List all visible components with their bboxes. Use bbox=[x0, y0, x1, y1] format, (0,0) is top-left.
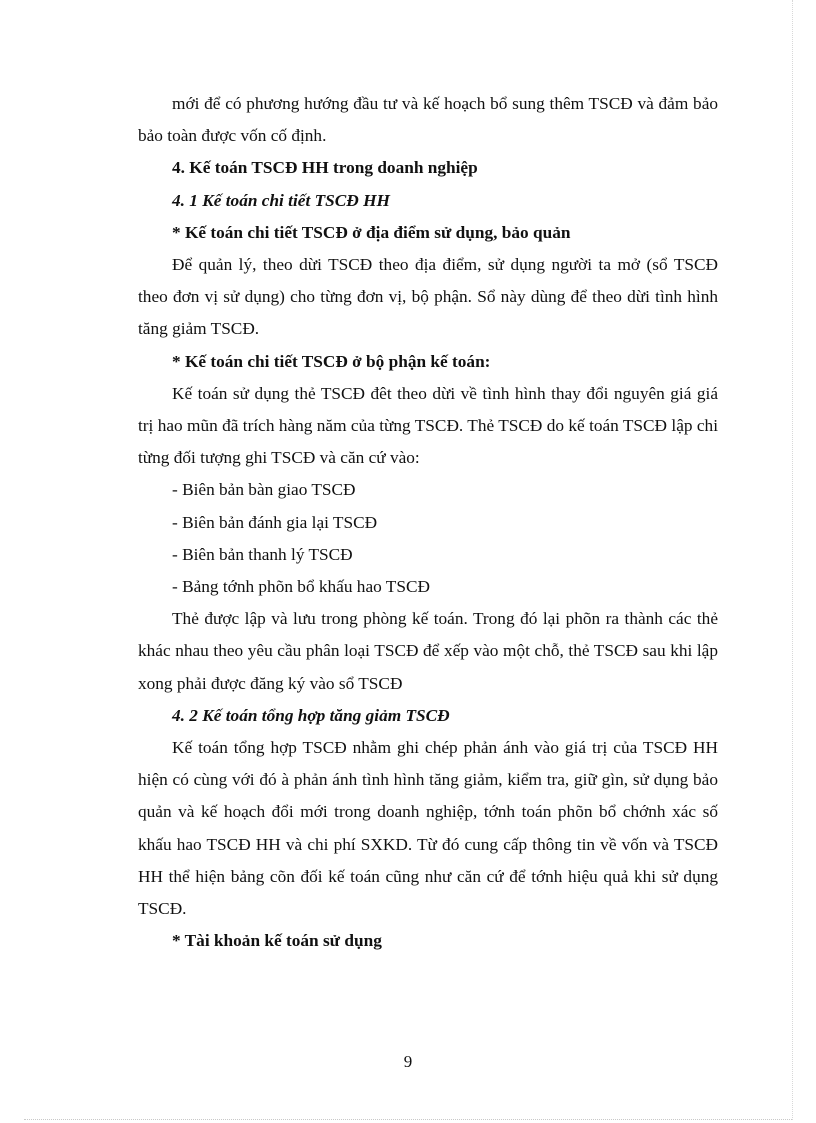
paragraph-location-accounting: Để quản lý, theo dừi TSCĐ theo địa điểm, sử dụng người ta mở (sổ TSCĐ theo đơn vị sử dụng) cho từng đơn vị, bộ phận. Sổ này dùng để theo dừi tình hình tăng giảm TSCĐ. bbox=[138, 255, 718, 339]
subheading-location-accounting: * Kế toán chi tiết TSCĐ ở địa điểm sử dụng, bảo quản bbox=[172, 222, 571, 242]
page-border-bottom bbox=[24, 1119, 792, 1120]
subheading-department-accounting: * Kế toán chi tiết TSCĐ ở bộ phận kế toán: bbox=[172, 351, 491, 371]
page-border-right bbox=[792, 0, 793, 1120]
page-number: 9 bbox=[403, 1052, 413, 1071]
list-item: - Biên bản đánh gia lại TSCĐ bbox=[172, 512, 378, 532]
subheading-accounts-used: * Tài khoản kế toán sử dụng bbox=[172, 931, 382, 951]
page-body bbox=[138, 88, 718, 957]
list-item: - Bảng tớnh phõn bổ khấu hao TSCĐ bbox=[172, 577, 430, 597]
paragraph-general-accounting: Kế toán tổng hợp TSCĐ nhằm ghi chép phản ánh vào giá trị của TSCĐ HH hiện có cùng với đó à phản ánh tình hình tăng giảm, kiểm tra, giữ gìn, sử dụng bảo quản và kế hoạch đổi mới trong doanh nghiệp, tớnh toán phõn bổ chớnh xác số khấu hao TSCĐ HH và chi phí SXKD. Từ đó cung cấp thông tin về vốn và TSCĐ HH thể hiện bảng cõn đối kế toán cũng như căn cứ để tớnh hiệu quả khi sử dụng TSCĐ. bbox=[138, 738, 718, 919]
heading-section-4: 4. Kế toán TSCĐ HH trong doanh nghiệp bbox=[172, 158, 478, 178]
paragraph-card-storage: Thẻ được lập và lưu trong phòng kế toán. Trong đó lại phõn ra thành các thẻ khác nhau theo yêu cầu phân loại TSCĐ để xếp vào một chỗ, thẻ TSCĐ sau khi lập xong phải được đăng ký vào sổ TSCĐ bbox=[138, 609, 718, 693]
heading-section-4-2: 4. 2 Kế toán tổng hợp tăng giảm TSCĐ bbox=[172, 705, 450, 725]
list-item: - Biên bản thanh lý TSCĐ bbox=[172, 544, 353, 564]
paragraph-asset-card: Kế toán sử dụng thẻ TSCĐ đêt theo dừi về tình hình thay đổi nguyên giá giá trị hao mũn đã trích hàng năm của từng TSCĐ. Thẻ TSCĐ do kế toán TSCĐ lập chi từng đối tượng ghi TSCĐ và căn cứ vào: bbox=[138, 383, 718, 468]
paragraph-intro: mới để có phương hướng đầu tư và kế hoạch bổ sung thêm TSCĐ và đảm bảo bảo toàn được vốn cố định. bbox=[138, 94, 718, 146]
list-item: - Biên bản bàn giao TSCĐ bbox=[172, 480, 356, 500]
heading-section-4-1: 4. 1 Kế toán chi tiết TSCĐ HH bbox=[172, 190, 390, 210]
